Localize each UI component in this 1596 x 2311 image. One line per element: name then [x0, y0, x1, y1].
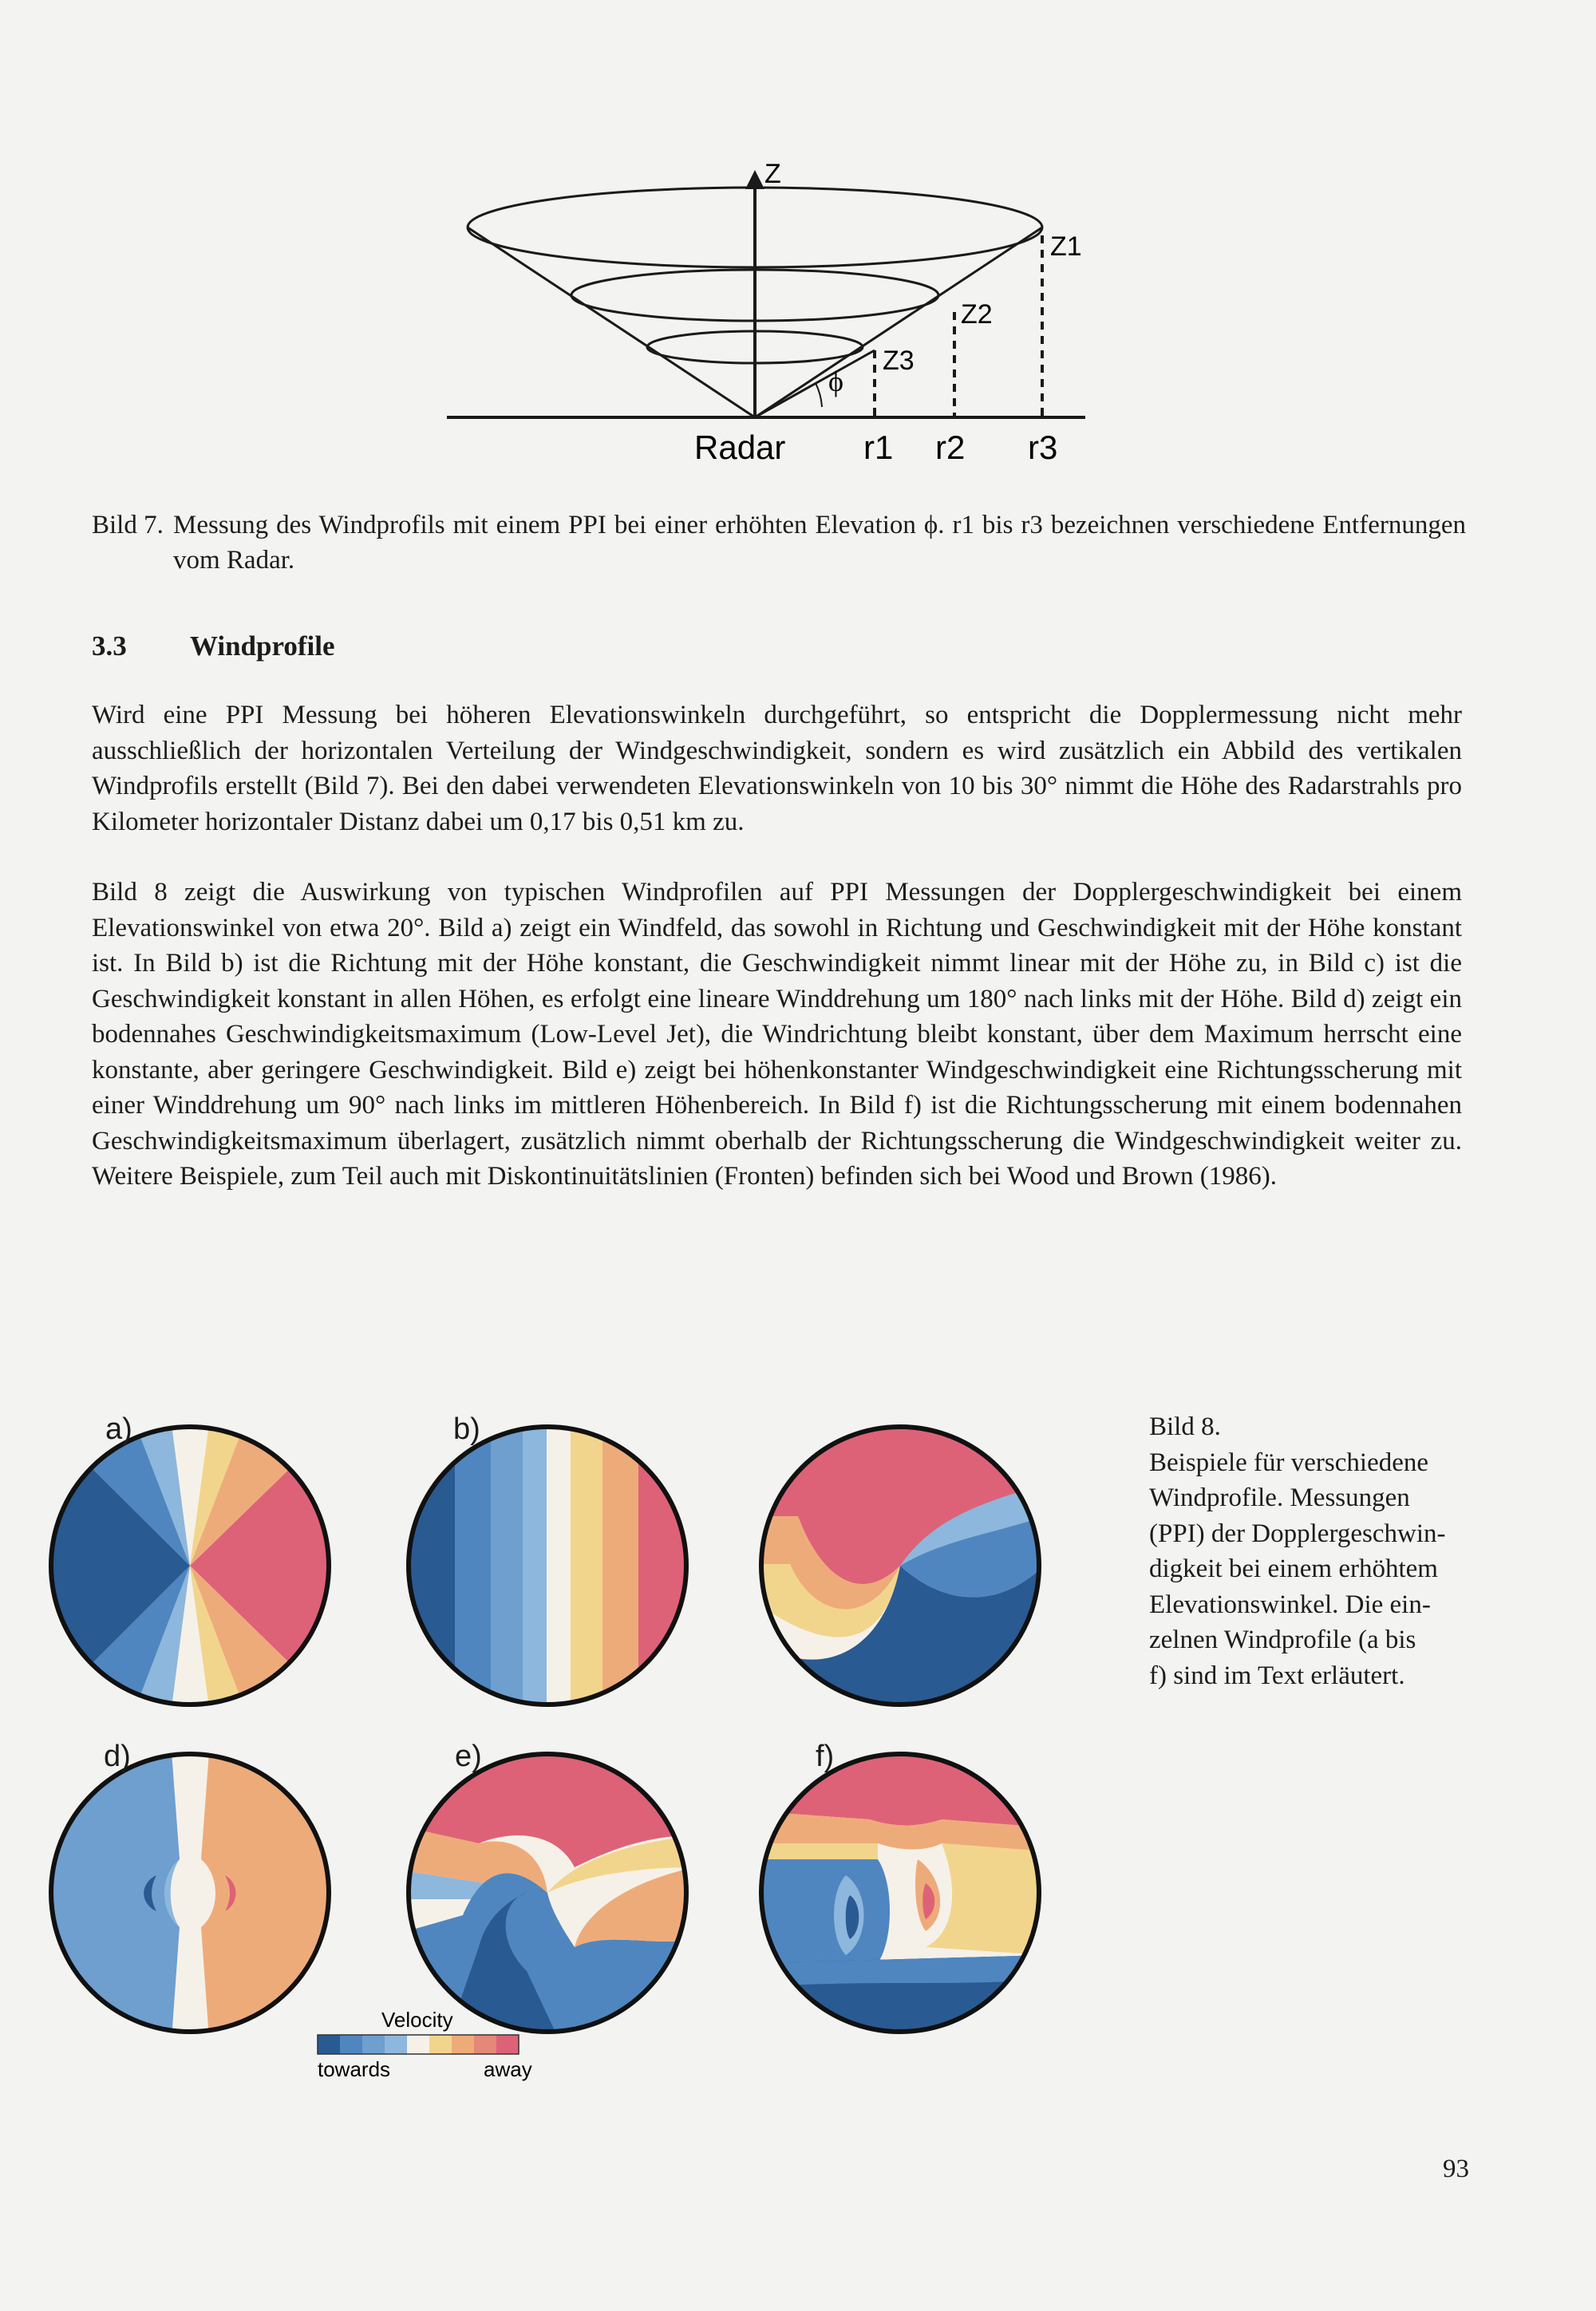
section-number: 3.3 — [92, 630, 127, 662]
figure-7-caption-label: Bild 7. — [92, 511, 164, 539]
panel-label-e: e) — [455, 1740, 482, 1773]
figure-8-caption — [1149, 1409, 1464, 1693]
figure-8-caption-line: digkeit bei einem erhöhtem — [1149, 1554, 1438, 1583]
figure-8-caption-line: Beispiele für verschiedene — [1149, 1448, 1429, 1477]
z1-label: Z3 — [883, 346, 915, 376]
figure-8-caption-line: Elevationswinkel. Die ein- — [1149, 1590, 1431, 1619]
z2-label: Z2 — [961, 299, 993, 330]
panel-label-b: b) — [453, 1412, 480, 1446]
z3-label: Z1 — [1050, 231, 1082, 262]
panel-label-a: a) — [105, 1412, 132, 1446]
legend-towards: towards — [318, 2057, 391, 2081]
figure-8-caption-line: Windprofile. Messungen — [1149, 1483, 1410, 1512]
r1-label: r1 — [863, 429, 894, 466]
r2-label: r2 — [935, 429, 966, 466]
z-axis-label: Z — [764, 159, 781, 189]
figure-8-caption-line: (PPI) der Dopplergeschwin- — [1149, 1519, 1446, 1548]
page-number: 93 — [1443, 2155, 1469, 2183]
r3-label: r3 — [1028, 429, 1058, 466]
radar-label: Radar — [694, 429, 786, 466]
legend-title: Velocity — [381, 2008, 453, 2032]
paragraph-2: Bild 8 zeigt die Auswirkung von typischen Windprofilen auf PPI Messungen der Dopplergeschwindigkeit bei einem Elevationswinkel von etwa 20°. Bild a) zeigt ein Windfeld, das sowohl in Richtung und Geschwindigkeit mit der Höhe konstant ist. In Bild b) ist die Richtung mit der Höhe konstant, die Geschwindigkeit nimmt linear mit der Höhe zu, in Bild c) ist die Geschwindigkeit konstant in allen Höhen, es erfolgt eine lineare Winddrehung um 180° nach links mit der Höhe. Bild d) zeigt ein bodennahes Geschwindigkeitsmaximum (Low-Level Jet), die Windrichtung bleibt konstant, über dem Maximum herrscht eine konstante, aber geringere Geschwindigkeit. Bild e) zeigt bei höhenkonstanter Windgeschwindigkeit eine Richtungsscherung mit einer Winddrehung um 90° nach links im mittleren Höhenbereich. In Bild f) ist die Richtungsscherung mit einem bodennahen Geschwindigkeitsmaximum überlagert, zusätzlich nimmt oberhalb der Richtungsscherung die Windgeschwindigkeit weiter zu. Weitere Beispiele, zum Teil auch mit Diskontinuitätslinien (Fronten) befinden sich bei Wood und Brown (1986). — [92, 878, 1462, 1191]
panel-label-f: f) — [816, 1740, 835, 1773]
figure-8-caption-line: zelnen Windprofile (a bis — [1149, 1626, 1416, 1654]
paragraph-1: Wird eine PPI Messung bei höheren Elevationswinkeln durchgeführt, so entspricht die Dopplermessung nicht mehr ausschließlich der horizontalen Verteilung der Windgeschwindigkeit, sondern es wird zusätzlich ein Abbild des vertikalen Windprofils erstellt (Bild 7). Bei den dabei verwendeten Elevationswinkeln von 10 bis 30° nimmt die Höhe des Radarstrahls pro Kilometer horizontaler Distanz dabei um 0,17 bis 0,51 km zu. — [92, 701, 1462, 836]
section-title: Windprofile — [190, 630, 335, 662]
figure-8-caption-line: f) sind im Text erläutert. — [1149, 1661, 1405, 1690]
elevation-angle-label: ϕ — [828, 365, 843, 397]
legend-away: away — [484, 2057, 532, 2081]
figure-7-caption-text: Messung des Windprofils mit einem PPI bei einer erhöhten Elevation ϕ. r1 bis r3 bezeichnen verschiedene Entfernungen vom Radar. — [173, 511, 1466, 575]
panel-label-d: d) — [104, 1740, 131, 1773]
figure-8-caption-line: Bild 8. — [1149, 1412, 1221, 1441]
